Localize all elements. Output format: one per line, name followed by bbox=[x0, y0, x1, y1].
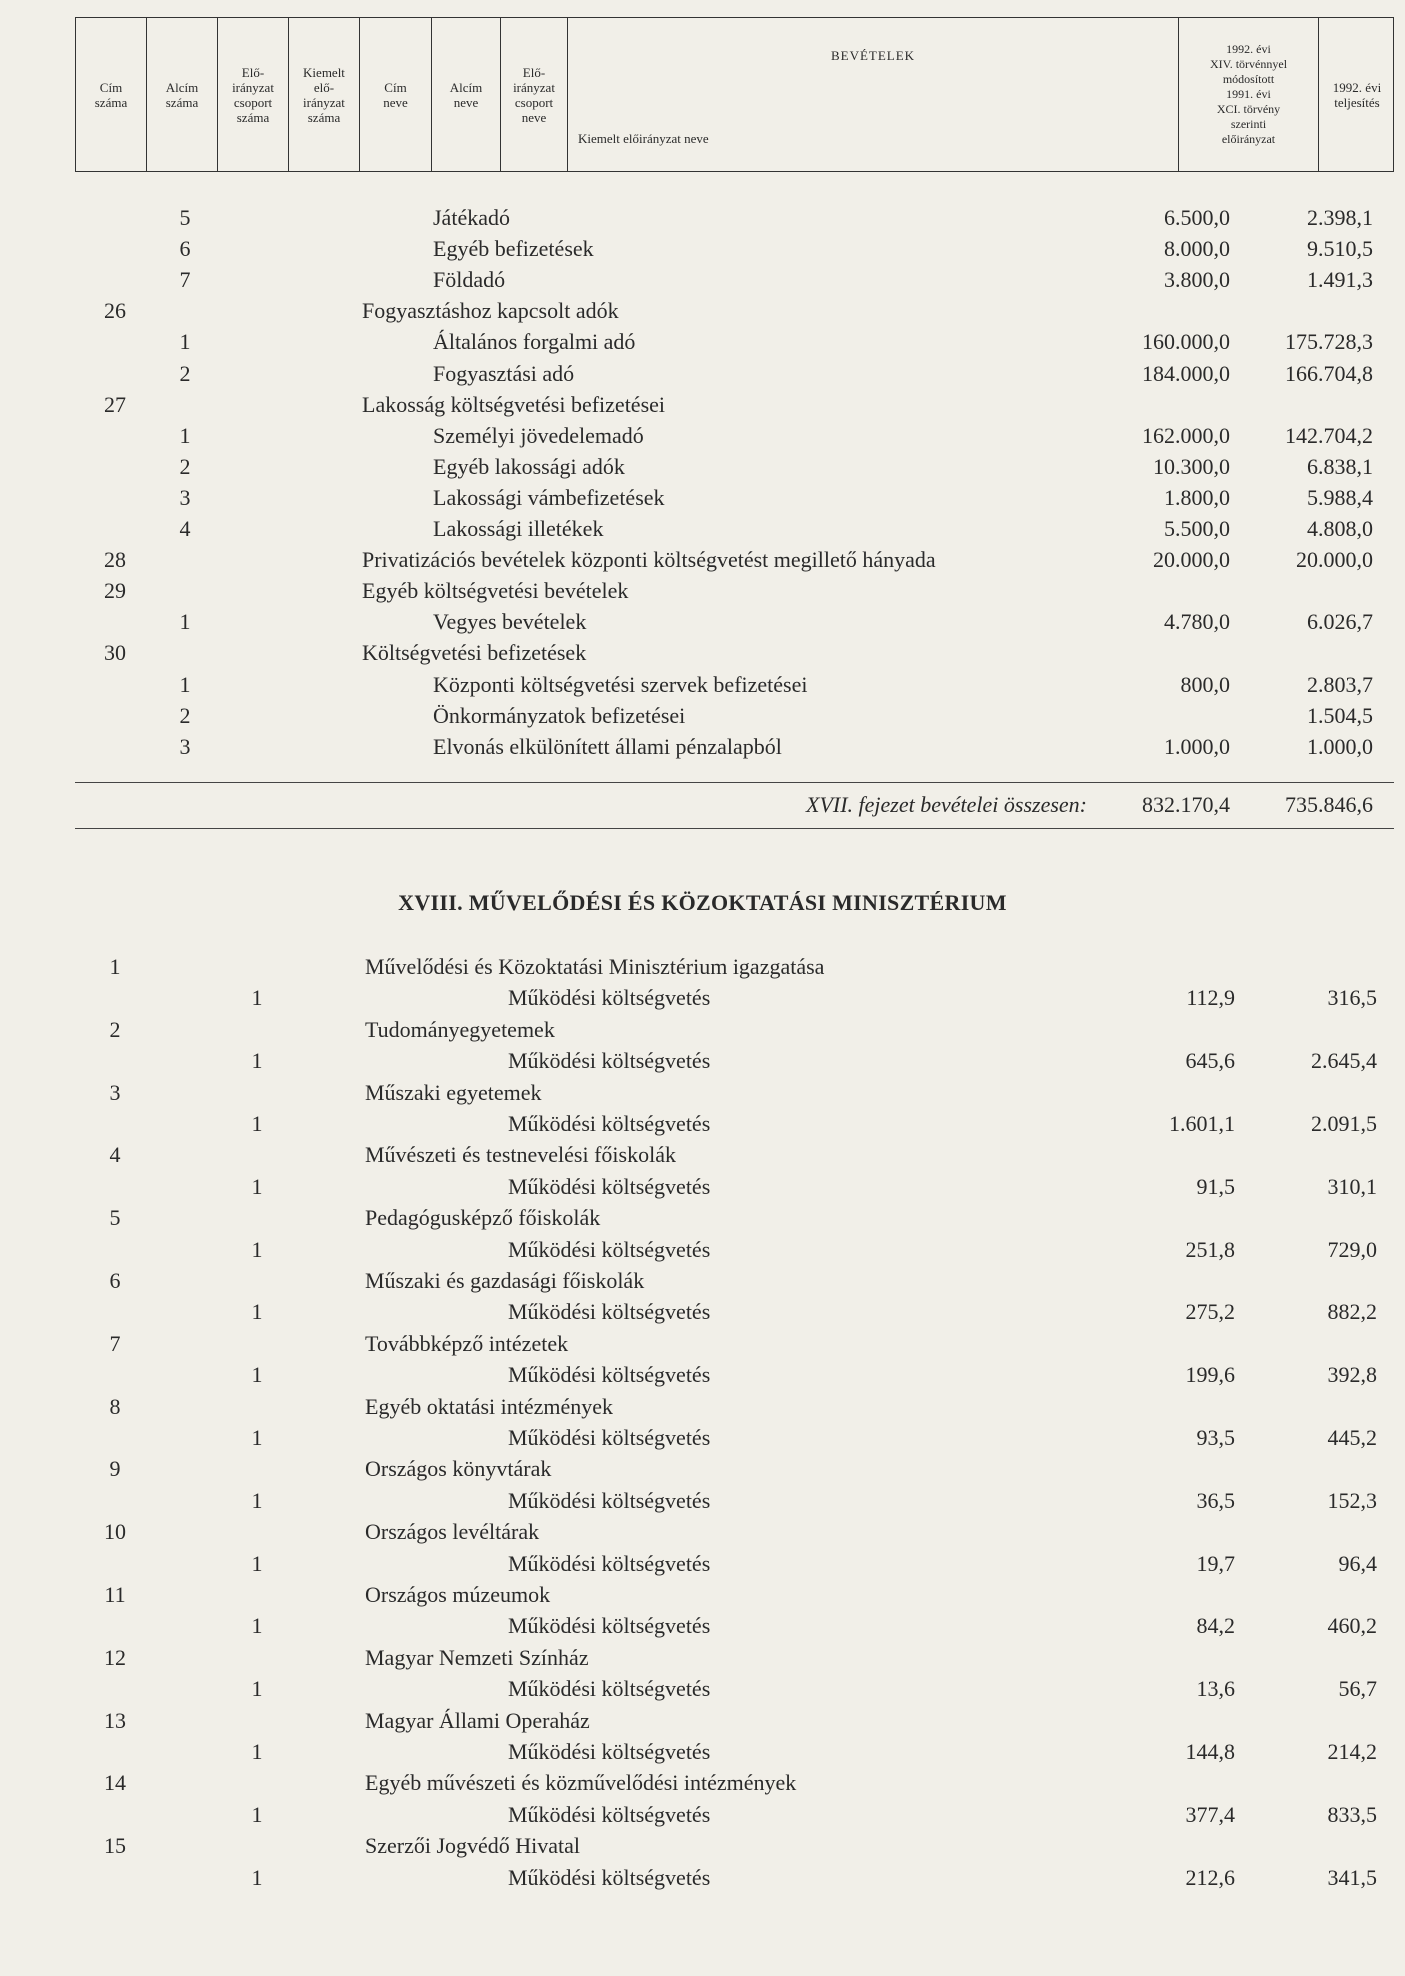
value-eloiranyzat: 8.000,0 bbox=[1164, 236, 1230, 262]
header-line: XCI. törvény bbox=[1216, 102, 1281, 116]
value-eloiranyzat: 645,6 bbox=[1185, 1048, 1235, 1074]
table-row bbox=[0, 1674, 1405, 1704]
value-teljesites: 1.504,5 bbox=[1307, 702, 1373, 728]
value-teljesites: 1.491,3 bbox=[1307, 267, 1373, 293]
eloiranyzat-number: 1 bbox=[251, 1676, 263, 1702]
cim-name: Műszaki egyetemek bbox=[365, 1079, 542, 1105]
alcim-name: Vegyes bevételek bbox=[433, 609, 587, 635]
eloiranyzat-number: 1 bbox=[251, 1048, 263, 1074]
header-line: Cím bbox=[99, 79, 123, 95]
value-teljesites: 5.988,4 bbox=[1307, 484, 1373, 510]
value-teljesites: 882,2 bbox=[1327, 1299, 1377, 1325]
table-row bbox=[0, 1266, 1405, 1296]
value-teljesites: 6.838,1 bbox=[1307, 453, 1373, 479]
cim-number: 30 bbox=[104, 640, 126, 666]
value-teljesites: 9.510,5 bbox=[1307, 236, 1373, 262]
table-row bbox=[0, 1768, 1405, 1798]
eloiranyzat-number: 1 bbox=[251, 1801, 263, 1827]
alcim-name: Személyi jövedelemadó bbox=[433, 422, 644, 448]
header-eloiranyzat-csoport-neve bbox=[501, 18, 568, 171]
table-row bbox=[0, 983, 1405, 1013]
value-eloiranyzat: 5.500,0 bbox=[1164, 516, 1230, 541]
value-eloiranyzat: 1.601,1 bbox=[1169, 1111, 1235, 1136]
value-teljesites: 175.728,3 bbox=[1285, 329, 1373, 355]
value-teljesites: 1.000,0 bbox=[1307, 733, 1373, 759]
value-eloiranyzat: 4.780,0 bbox=[1164, 609, 1230, 635]
table-row bbox=[0, 1329, 1405, 1359]
cim-name: Privatizációs bevételek központi költségvetést megillető hányada bbox=[362, 547, 936, 573]
table-row bbox=[0, 1360, 1405, 1390]
cim-number: 12 bbox=[104, 1644, 126, 1670]
header-line: XIV. törvénnyel bbox=[1209, 57, 1288, 71]
table-row bbox=[0, 296, 1405, 326]
cim-name: Pedagógusképző főiskolák bbox=[365, 1205, 601, 1231]
header-cim-szama bbox=[76, 18, 147, 171]
table-row bbox=[0, 701, 1405, 731]
table-row bbox=[0, 1643, 1405, 1673]
table-header bbox=[75, 17, 1394, 172]
cim-number: 9 bbox=[109, 1456, 121, 1482]
eloiranyzat-number: 1 bbox=[251, 1613, 263, 1639]
eloiranyzat-name: Működési költségvetés bbox=[508, 1487, 711, 1513]
eloiranyzat-number: 1 bbox=[251, 1425, 263, 1450]
alcim-number: 6 bbox=[179, 236, 191, 262]
alcim-name: Lakossági vámbefizetések bbox=[433, 484, 665, 510]
total-divider-top bbox=[75, 782, 1394, 783]
value-eloiranyzat: 160.000,0 bbox=[1142, 329, 1230, 355]
header-eloiranyzat-csoport-szama bbox=[218, 18, 289, 171]
table-row bbox=[0, 327, 1405, 357]
cim-name: Lakosság költségvetési befizetései bbox=[362, 391, 666, 417]
value-teljesites: 96,4 bbox=[1338, 1550, 1377, 1576]
table-row bbox=[0, 1109, 1405, 1139]
value-eloiranyzat: 3.800,0 bbox=[1164, 267, 1230, 293]
value-eloiranyzat: 20.000,0 bbox=[1153, 547, 1230, 573]
value-eloiranyzat: 13,6 bbox=[1196, 1676, 1235, 1702]
table-row bbox=[0, 265, 1405, 295]
table-row bbox=[0, 1517, 1405, 1547]
alcim-number: 2 bbox=[179, 360, 191, 386]
cim-number: 13 bbox=[104, 1707, 126, 1733]
header-line: elő- bbox=[313, 79, 335, 95]
eloiranyzat-name: Működési költségvetés bbox=[508, 1864, 711, 1890]
value-eloiranyzat: 212,6 bbox=[1185, 1864, 1235, 1890]
header-line: Elő- bbox=[241, 64, 265, 80]
table-row bbox=[0, 1486, 1405, 1516]
cim-number: 2 bbox=[109, 1016, 121, 1042]
value-eloiranyzat: 275,2 bbox=[1185, 1299, 1235, 1325]
total-label: XVII. fejezet bevételei összesen: bbox=[806, 792, 1087, 817]
cim-name: Művészeti és testnevelési főiskolák bbox=[365, 1142, 676, 1168]
table-row bbox=[0, 1392, 1405, 1422]
eloiranyzat-name: Működési költségvetés bbox=[508, 1613, 711, 1639]
value-eloiranyzat: 6.500,0 bbox=[1164, 205, 1230, 230]
header-line: teljesítés bbox=[1334, 94, 1380, 110]
header-line: Elő- bbox=[522, 64, 546, 80]
cim-name: Műszaki és gazdasági főiskolák bbox=[365, 1268, 645, 1293]
header-line: száma bbox=[307, 109, 341, 125]
cim-name: Fogyasztáshoz kapcsolt adók bbox=[362, 298, 619, 324]
table-row bbox=[0, 1172, 1405, 1202]
alcim-name: Központi költségvetési szervek befizetései bbox=[433, 671, 808, 697]
cim-number: 1 bbox=[109, 954, 121, 979]
eloiranyzat-name: Működési költségvetés bbox=[508, 1048, 711, 1074]
alcim-number: 3 bbox=[179, 733, 191, 759]
cim-name: Továbbképző intézetek bbox=[365, 1330, 569, 1356]
table-row bbox=[0, 732, 1405, 762]
header-bevetelek bbox=[568, 18, 1179, 171]
table-row bbox=[0, 203, 1405, 233]
eloiranyzat-name: Működési költségvetés bbox=[508, 1676, 711, 1702]
header-line: Alcím bbox=[449, 79, 483, 95]
header-line: száma bbox=[236, 109, 270, 125]
alcim-number: 2 bbox=[179, 702, 191, 728]
table-row bbox=[0, 1078, 1405, 1108]
value-eloiranyzat: 1.800,0 bbox=[1164, 484, 1230, 510]
cim-name: Egyéb oktatási intézmények bbox=[365, 1393, 614, 1419]
header-line: 1992. évi bbox=[1332, 79, 1382, 95]
table-row bbox=[0, 1863, 1405, 1893]
eloiranyzat-number: 1 bbox=[251, 1111, 263, 1136]
eloiranyzat-number: 1 bbox=[251, 1236, 263, 1262]
table-row bbox=[0, 514, 1405, 544]
alcim-name: Játékadó bbox=[433, 205, 510, 230]
cim-number: 6 bbox=[109, 1268, 121, 1293]
table-row bbox=[0, 421, 1405, 451]
cim-number: 28 bbox=[104, 547, 126, 573]
table-row bbox=[0, 1706, 1405, 1736]
header-alcim-neve bbox=[432, 18, 501, 171]
value-teljesites: 445,2 bbox=[1327, 1425, 1377, 1450]
table-row bbox=[0, 1297, 1405, 1327]
eloiranyzat-name: Működési költségvetés bbox=[508, 1299, 711, 1325]
value-eloiranyzat: 10.300,0 bbox=[1153, 453, 1230, 479]
eloiranyzat-name: Működési költségvetés bbox=[508, 1425, 711, 1450]
header-line: 1992. évi bbox=[1226, 42, 1271, 56]
eloiranyzat-name: Működési költségvetés bbox=[508, 1550, 711, 1576]
alcim-number: 2 bbox=[179, 453, 191, 479]
value-teljesites: 166.704,8 bbox=[1285, 360, 1373, 386]
table-row bbox=[0, 1454, 1405, 1484]
value-teljesites: 56,7 bbox=[1338, 1676, 1377, 1702]
value-teljesites: 729,0 bbox=[1327, 1236, 1377, 1262]
alcim-number: 3 bbox=[179, 484, 191, 510]
eloiranyzat-number: 1 bbox=[251, 1487, 263, 1513]
value-teljesites: 152,3 bbox=[1327, 1487, 1377, 1513]
value-teljesites: 2.645,4 bbox=[1311, 1048, 1377, 1074]
header-line: Kiemelt bbox=[303, 64, 345, 80]
cim-name: Országos múzeumok bbox=[365, 1582, 551, 1607]
table-row bbox=[0, 1737, 1405, 1767]
value-teljesites: 316,5 bbox=[1327, 985, 1377, 1011]
header-line: neve bbox=[383, 94, 408, 110]
value-eloiranyzat: 184.000,0 bbox=[1142, 360, 1230, 386]
table-row bbox=[0, 359, 1405, 389]
table-row bbox=[0, 234, 1405, 264]
cim-number: 8 bbox=[109, 1393, 121, 1419]
table-row bbox=[0, 607, 1405, 637]
header-kiemelt-eloiranyzat-neve: Kiemelt előirányzat neve bbox=[578, 131, 709, 146]
table-row bbox=[0, 1046, 1405, 1076]
value-teljesites: 142.704,2 bbox=[1285, 422, 1373, 448]
value-teljesites: 833,5 bbox=[1327, 1801, 1377, 1827]
table-row bbox=[0, 638, 1405, 668]
header-kiemelt-eloiranyzat-szama bbox=[289, 18, 360, 171]
table-row bbox=[0, 390, 1405, 420]
header-line: csoport bbox=[233, 94, 273, 110]
header-line: irányzat bbox=[232, 79, 274, 95]
value-teljesites: 2.091,5 bbox=[1311, 1111, 1377, 1136]
cim-name: Művelődési és Közoktatási Minisztérium igazgatása bbox=[365, 954, 825, 979]
value-teljesites: 4.808,0 bbox=[1307, 516, 1373, 541]
header-alcim-szama bbox=[147, 18, 218, 171]
alcim-number: 1 bbox=[179, 671, 191, 697]
total-value-1: 832.170,4 bbox=[1142, 792, 1230, 817]
table-row bbox=[0, 1611, 1405, 1641]
eloiranyzat-name: Működési költségvetés bbox=[508, 1362, 711, 1388]
alcim-name: Önkormányzatok befizetései bbox=[433, 702, 686, 728]
value-eloiranyzat: 1.000,0 bbox=[1164, 733, 1230, 759]
header-line: neve bbox=[521, 109, 547, 125]
cim-name: Költségvetési befizetések bbox=[362, 640, 587, 666]
eloiranyzat-number: 1 bbox=[251, 1864, 263, 1890]
value-teljesites: 20.000,0 bbox=[1296, 547, 1373, 573]
value-teljesites: 214,2 bbox=[1327, 1739, 1377, 1764]
header-line: Alcím bbox=[165, 79, 199, 95]
total-value-2: 735.846,6 bbox=[1285, 792, 1373, 817]
value-eloiranyzat: 84,2 bbox=[1196, 1613, 1235, 1639]
alcim-name: Földadó bbox=[433, 267, 506, 293]
eloiranyzat-name: Működési költségvetés bbox=[508, 1173, 711, 1199]
cim-name: Országos könyvtárak bbox=[365, 1456, 552, 1482]
table-row bbox=[0, 1549, 1405, 1579]
header-line: száma bbox=[94, 94, 128, 110]
eloiranyzat-number: 1 bbox=[251, 1299, 263, 1325]
table-row bbox=[0, 952, 1405, 982]
value-teljesites: 6.026,7 bbox=[1307, 609, 1373, 635]
alcim-number: 1 bbox=[179, 329, 191, 355]
header-line: irányzat bbox=[513, 79, 555, 95]
value-eloiranyzat: 377,4 bbox=[1185, 1801, 1235, 1827]
header-line: Cím bbox=[384, 79, 407, 95]
alcim-number: 1 bbox=[179, 422, 191, 448]
value-teljesites: 460,2 bbox=[1327, 1613, 1377, 1639]
table-row bbox=[0, 1831, 1405, 1861]
eloiranyzat-number: 1 bbox=[251, 1173, 263, 1199]
cim-number: 4 bbox=[109, 1142, 121, 1168]
cim-number: 14 bbox=[104, 1770, 126, 1796]
value-teljesites: 392,8 bbox=[1327, 1362, 1377, 1388]
alcim-name: Fogyasztási adó bbox=[433, 360, 575, 386]
eloiranyzat-number: 1 bbox=[251, 1739, 263, 1764]
cim-number: 15 bbox=[104, 1833, 126, 1859]
table-row bbox=[0, 1015, 1405, 1045]
value-eloiranyzat: 800,0 bbox=[1180, 671, 1230, 697]
value-eloiranyzat: 251,8 bbox=[1185, 1236, 1235, 1262]
cim-number: 5 bbox=[109, 1205, 121, 1231]
table-row bbox=[0, 452, 1405, 482]
eloiranyzat-name: Működési költségvetés bbox=[508, 1111, 711, 1136]
table-row bbox=[0, 670, 1405, 700]
value-teljesites: 341,5 bbox=[1327, 1864, 1377, 1890]
table-row bbox=[0, 576, 1405, 606]
table-row bbox=[0, 1423, 1405, 1453]
header-line: szerinti bbox=[1230, 117, 1267, 131]
alcim-name: Elvonás elkülönített állami pénzalapból bbox=[433, 733, 782, 759]
value-teljesites: 2.398,1 bbox=[1307, 205, 1373, 230]
eloiranyzat-name: Működési költségvetés bbox=[508, 1236, 711, 1262]
cim-name: Magyar Állami Operaház bbox=[365, 1707, 590, 1733]
table-row bbox=[0, 1203, 1405, 1233]
value-teljesites: 2.803,7 bbox=[1307, 671, 1373, 697]
value-eloiranyzat: 91,5 bbox=[1196, 1173, 1235, 1199]
value-eloiranyzat: 112,9 bbox=[1186, 985, 1235, 1011]
cim-name: Egyéb művészeti és közművelődési intézmények bbox=[365, 1770, 797, 1796]
alcim-name: Egyéb lakossági adók bbox=[433, 453, 625, 479]
cim-number: 27 bbox=[104, 391, 126, 417]
cim-name: Magyar Nemzeti Színház bbox=[365, 1644, 589, 1670]
header-line: előirányzat bbox=[1221, 132, 1276, 146]
total-divider-bottom bbox=[75, 828, 1394, 829]
cim-number: 11 bbox=[104, 1582, 126, 1607]
eloiranyzat-number: 1 bbox=[251, 985, 263, 1011]
table-row bbox=[0, 1235, 1405, 1265]
value-eloiranyzat: 199,6 bbox=[1185, 1362, 1235, 1388]
header-cim-neve bbox=[360, 18, 432, 171]
cim-name: Tudományegyetemek bbox=[365, 1016, 555, 1042]
cim-number: 3 bbox=[109, 1079, 121, 1105]
header-line: 1991. évi bbox=[1226, 87, 1271, 101]
cim-number: 7 bbox=[109, 1330, 121, 1356]
table-row bbox=[0, 1580, 1405, 1610]
eloiranyzat-name: Működési költségvetés bbox=[508, 985, 711, 1011]
eloiranyzat-name: Működési költségvetés bbox=[508, 1739, 711, 1764]
header-line: irányzat bbox=[303, 94, 345, 110]
alcim-number: 5 bbox=[179, 205, 191, 230]
header-1992-teljesites bbox=[1319, 18, 1395, 171]
value-eloiranyzat: 93,5 bbox=[1196, 1425, 1235, 1450]
alcim-name: Egyéb befizetések bbox=[433, 236, 594, 262]
table-row bbox=[0, 1140, 1405, 1170]
header-line: neve bbox=[453, 94, 479, 110]
header-1992-torveny bbox=[1179, 18, 1319, 171]
cim-name: Szerzői Jogvédő Hivatal bbox=[365, 1833, 581, 1859]
value-eloiranyzat: 162.000,0 bbox=[1142, 422, 1230, 448]
value-eloiranyzat: 36,5 bbox=[1196, 1487, 1235, 1513]
header-line: módosított bbox=[1222, 72, 1275, 86]
header-line: csoport bbox=[514, 94, 554, 110]
value-eloiranyzat: 19,7 bbox=[1196, 1550, 1235, 1576]
alcim-number: 7 bbox=[179, 267, 191, 293]
alcim-name: Általános forgalmi adó bbox=[433, 329, 636, 355]
alcim-name: Lakossági illetékek bbox=[433, 516, 604, 541]
section-title: XVIII. MŰVELŐDÉSI ÉS KÖZOKTATÁSI MINISZTÉRIUM bbox=[398, 890, 1007, 915]
cim-name: Egyéb költségvetési bevételek bbox=[362, 578, 629, 604]
table-row bbox=[0, 545, 1405, 575]
header-bevetelek-title: BEVÉTELEK bbox=[830, 48, 916, 63]
eloiranyzat-number: 1 bbox=[251, 1362, 263, 1388]
cim-name: Országos levéltárak bbox=[365, 1519, 540, 1545]
value-teljesites: 310,1 bbox=[1327, 1173, 1377, 1199]
cim-number: 29 bbox=[104, 578, 126, 604]
cim-number: 10 bbox=[104, 1519, 126, 1545]
table-row bbox=[0, 483, 1405, 513]
eloiranyzat-number: 1 bbox=[251, 1550, 263, 1576]
table-row bbox=[0, 1800, 1405, 1830]
header-line: száma bbox=[165, 94, 199, 110]
alcim-number: 4 bbox=[179, 516, 191, 541]
eloiranyzat-name: Működési költségvetés bbox=[508, 1801, 711, 1827]
value-eloiranyzat: 144,8 bbox=[1185, 1739, 1235, 1764]
alcim-number: 1 bbox=[179, 609, 191, 635]
cim-number: 26 bbox=[104, 298, 126, 324]
